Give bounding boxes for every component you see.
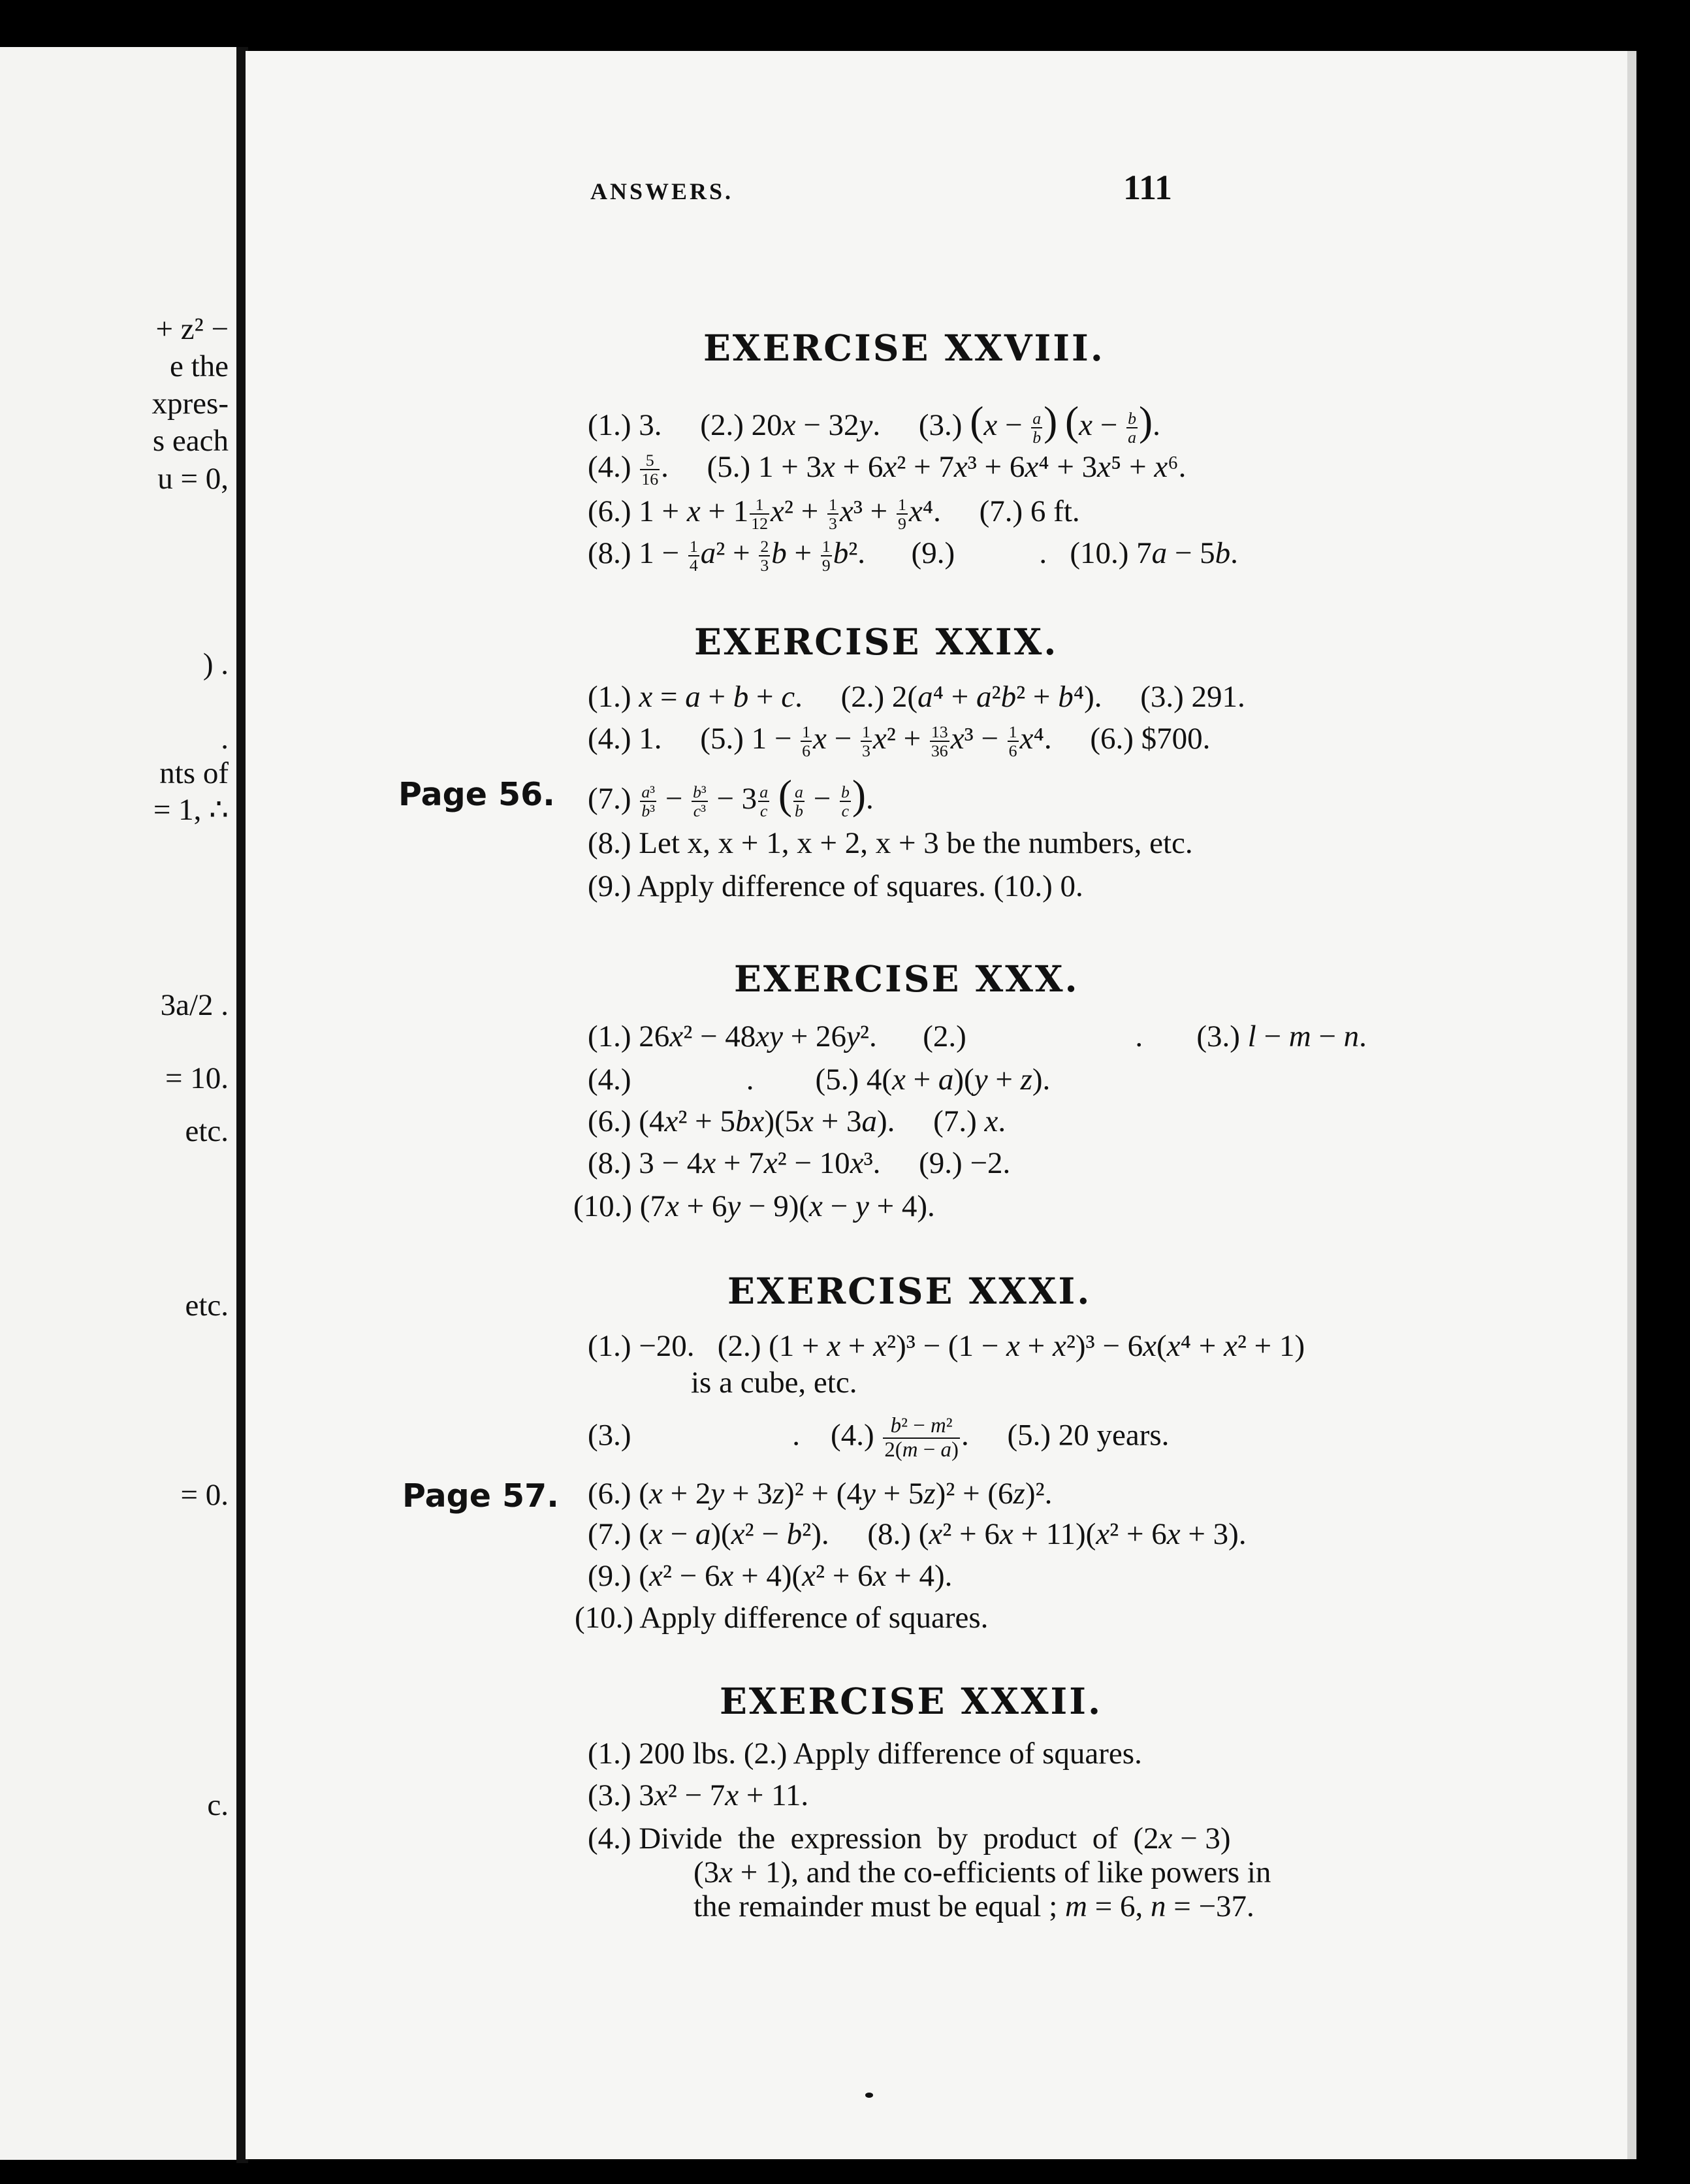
answer-line: (4.) 1. (5.) 1 − $\frac{1}{6}$ x − $\frac{1}{3}$ x² + $\frac{13}{36}$ x³ − $\frac{1}{6}$ x⁴. (6.) $700. [588,722,1211,761]
left-fragment: + z² − [155,312,229,346]
answer-line: (1.) x = a + b + c. (2.) 2(a⁴ + a²b² + b⁴). (3.) 291. [588,680,1245,714]
answer-line: (6.) 1 + x + 1 $\frac{1}{12}$ x² + $\frac{1}{3}$ x³ + $\frac{1}{9}$ x⁴. (7.) 6 ft. [588,494,1080,534]
left-page-fragment [0,47,240,2160]
exercise-heading: EXERCISE XXIX. [694,620,1059,663]
left-fragment: = 10. [165,1061,229,1095]
answer-line: (1.) 200 lbs. (2.) Apply difference of squares. [588,1737,1142,1771]
page-edge [1627,51,1636,2159]
left-fragment: etc. [185,1289,229,1323]
answer-line: (6.) (4x² + 5bx)(5x + 3a). (7.) x. [588,1104,1006,1138]
answer-line: (9.) Apply difference of squares. (10.) 0. [588,869,1083,903]
left-fragment: etc. [185,1114,229,1148]
running-head: ANSWERS. [590,178,734,204]
answer-line: (8.) 3 − 4x + 7x² − 10x³. (9.) −2. [588,1146,1011,1180]
exercise-heading: EXERCISE XXXII. [720,1680,1103,1722]
answer-line: (6.) (x + 2y + 3z)² + (4y + 5z)² + (6z)². [588,1477,1053,1511]
left-fragment: s each [152,424,229,458]
answer-line: (8.) Let x, x + 1, x + 2, x + 3 be the numbers, etc. [588,826,1193,860]
answer-line: (7.) $\frac{\text{a³}}{\text{b³}}$ − $\frac{\text{b³}}{\text{c³}}$ − 3 $\frac{a}{c}$ ( $\frac{a}{b}$ − $\frac{b}{c}$ ). [588,771,874,821]
answer-line: is a cube, etc. [691,1366,857,1400]
ink-speck [865,2093,873,2098]
answer-line: (3.) 3x² − 7x + 11. [588,1778,809,1812]
answer-line: (7.) (x − a)(x² − b²). (8.) (x² + 6x + 11)(x² + 6x + 3). [588,1517,1247,1551]
answer-line: (3x + 1), and the co-efficients of like powers in [694,1855,1271,1889]
left-fragment: = 0. [180,1478,229,1512]
left-fragment: . [221,722,229,756]
answer-line: (4.) . (5.) 4(x + a)(y + z). [588,1063,1051,1097]
left-fragment: ) . [202,647,229,681]
answer-line: (9.) (x² − 6x + 4)(x² + 6x + 4). [588,1559,953,1593]
left-fragment: = 1, ∴ [153,793,229,827]
answer-line: (1.) −20. (2.) (1 + x + x²)³ − (1 − x + x²)³ − 6x(x⁴ + x² + 1) [588,1329,1305,1363]
margin-page-reference: Page 56. [398,776,555,813]
exercise-heading: EXERCISE XXX. [734,957,1079,1000]
answer-line: (3.) . (4.) $\frac{\text{b² − m²}}{2(m - a)}$ . (5.) 20 years. [588,1414,1170,1462]
answer-line: (8.) 1 − $\frac{1}{4}$ a² + $\frac{2}{3}$ b + $\frac{1}{9}$ b². (9.) . (10.) 7a − 5b. [588,536,1238,575]
answer-line: (1.) 26x² − 48xy + 26y². (2.) . (3.) l − m − n. [588,1020,1367,1053]
answer-line: (10.) (7x + 6y − 9)(x − y + 4). [573,1189,935,1223]
left-fragment: xpres- [151,387,229,421]
answer-line: (4.) Divide the expression by product of (2x − 3) [588,1822,1231,1855]
exercise-heading: EXERCISE XXVIII. [703,327,1105,369]
answer-line: (10.) Apply difference of squares. [575,1601,989,1635]
page-number: 111 [1123,168,1173,207]
answer-line: (4.) $\frac{5}{16}$ . (5.) 1 + 3x + 6x² + 7x³ + 6x⁴ + 3x⁵ + x⁶. [588,450,1187,489]
answer-line: the remainder must be equal ; m = 6, n = −37. [694,1889,1254,1923]
left-fragment: u = 0, [157,462,229,496]
left-fragment: nts of [159,756,229,790]
left-fragment: 3a/2 . [160,988,229,1022]
exercise-heading: EXERCISE XXXI. [727,1270,1092,1312]
left-fragment: c. [207,1788,229,1822]
left-fragment: e the [169,349,229,383]
answer-line: (1.) 3. (2.) 20x − 32y. (3.) (x − $\frac{a}{b}$ ) (x − $\frac{b}{a}$ ). [588,398,1160,447]
margin-page-reference: Page 57. [402,1477,559,1515]
